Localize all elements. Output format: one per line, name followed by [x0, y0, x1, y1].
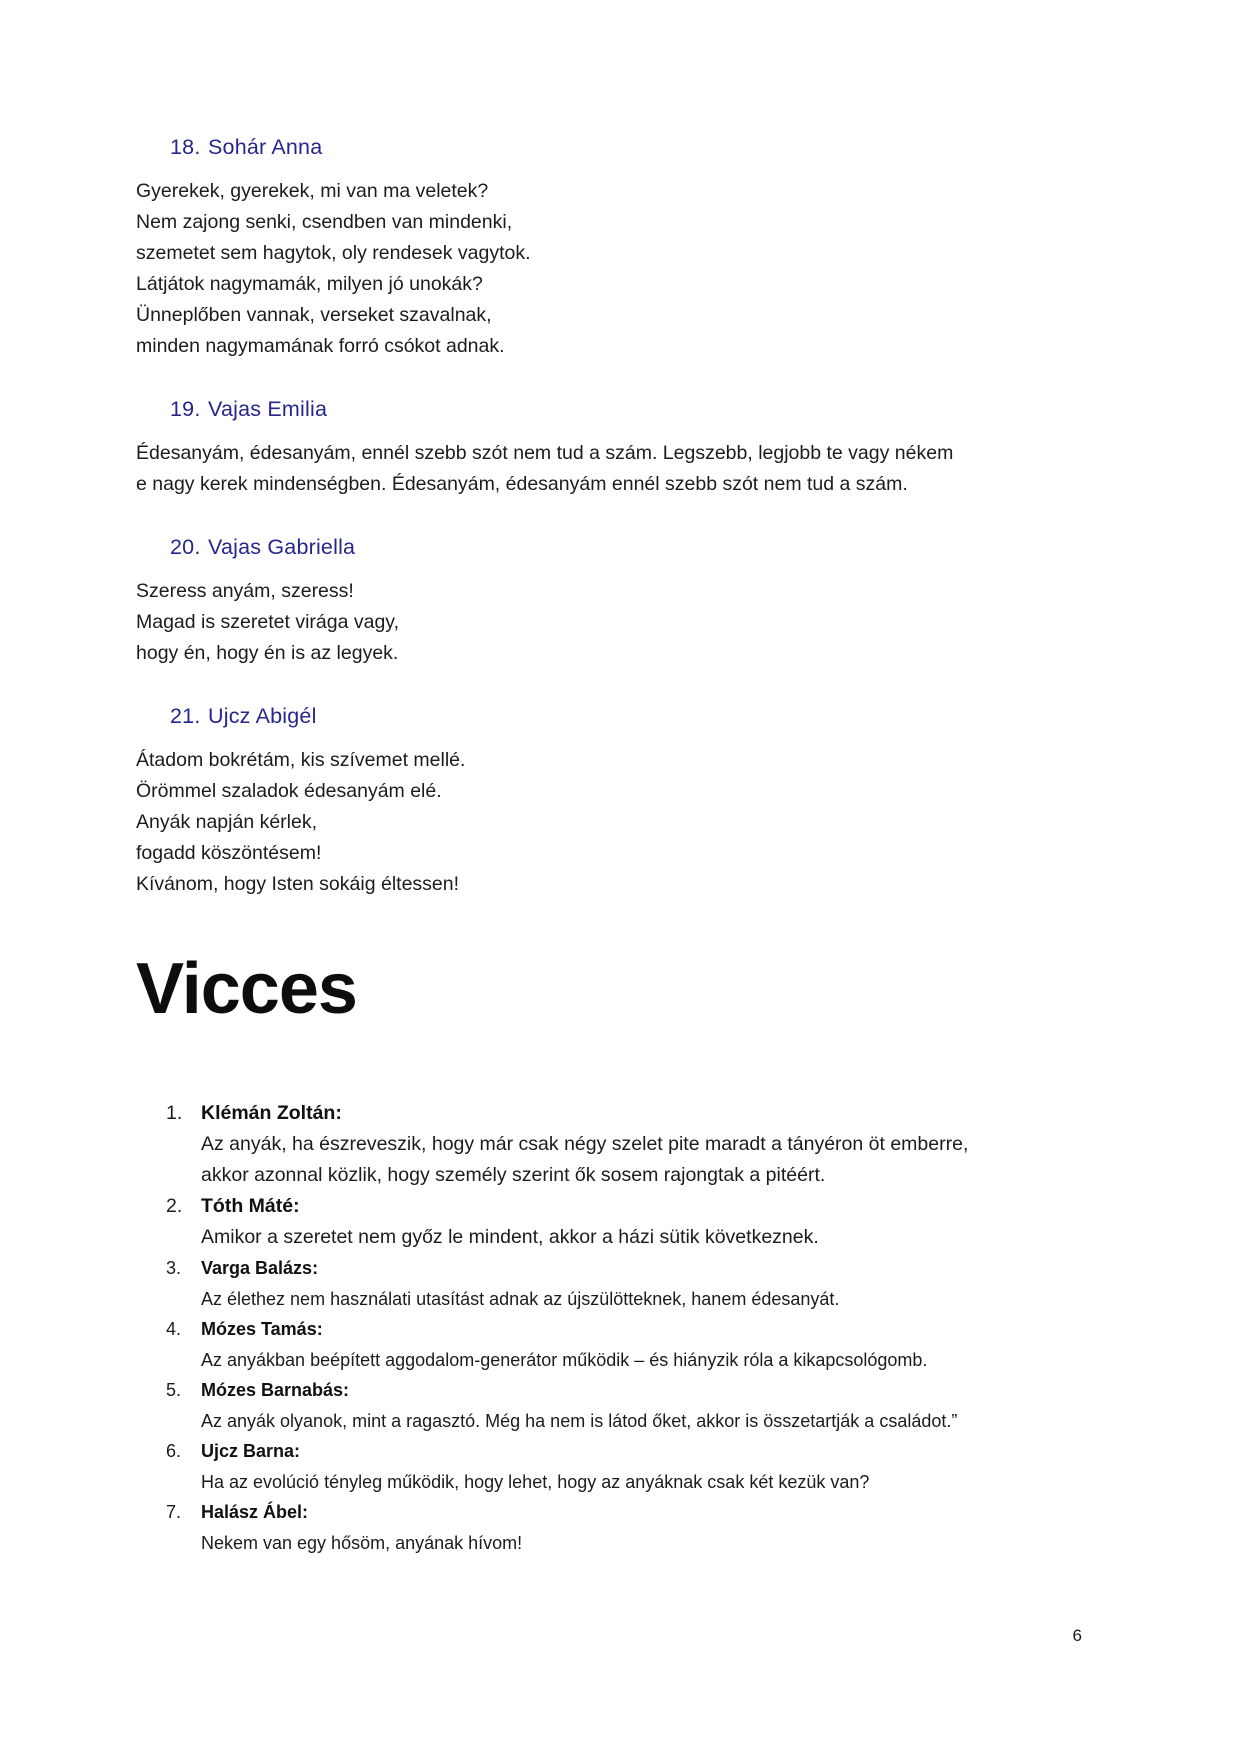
poem-line: Örömmel szaladok édesanyám elé. [136, 780, 442, 802]
poem-lines [136, 576, 1090, 669]
joke-author: Ujcz Barna: [201, 1441, 301, 1461]
poem-line: hogy én, hogy én is az legyek. [136, 642, 399, 664]
joke-item [166, 1253, 1090, 1314]
poem-line: minden nagymamának forró csókot adnak. [136, 335, 505, 357]
section-number: 20. [170, 535, 201, 559]
joke-text: Az anyák, ha észreveszik, hogy már csak négy szelet pite maradt a tányéron öt emberre, akkor azonnal közlik, hogy személy szerint ők sosem rajongtak a pitéért. [201, 1133, 969, 1186]
joke-body [201, 1497, 522, 1558]
joke-item [166, 1497, 1090, 1558]
page-number: 6 [1072, 1626, 1082, 1645]
joke-number: 3. [166, 1258, 182, 1278]
jokes-list [136, 1098, 1090, 1558]
section-name: Vajas Emilia [208, 397, 328, 421]
poem-line: Édesanyám, édesanyám, ennél szebb szót nem tud a szám. Legszebb, legjobb te vagy nékem [136, 442, 954, 464]
joke-text: Az anyákban beépített aggodalom-generátor működik – és hiányzik róla a kikapcsológomb. [201, 1349, 928, 1370]
section-number: 21. [170, 704, 201, 728]
joke-body [201, 1098, 991, 1191]
section-number: 19. [170, 397, 201, 421]
poem-sections [136, 133, 1090, 900]
joke-author: Halász Ábel: [201, 1502, 309, 1522]
section-heading [136, 702, 1090, 730]
section-name: Vajas Gabriella [208, 535, 356, 559]
joke-number: 2. [166, 1195, 183, 1217]
poem-section [136, 133, 1090, 362]
joke-item [166, 1191, 1090, 1253]
joke-item [166, 1314, 1090, 1375]
poem-line: e nagy kerek mindenségben. Édesanyám, édesanyám ennél szebb szót nem tud a szám. [136, 473, 908, 495]
poem-line: Szeress anyám, szeress! [136, 580, 354, 602]
joke-body [201, 1253, 839, 1314]
section-heading [136, 533, 1090, 561]
joke-author: Tóth Máté: [201, 1195, 300, 1217]
poem-line: Magad is szeretet virága vagy, [136, 611, 400, 633]
poem-line: Látjátok nagymamák, milyen jó unokák? [136, 273, 483, 295]
poem-line: szemetet sem hagytok, oly rendesek vagytok. [136, 242, 531, 264]
joke-text: Amikor a szeretet nem győz le mindent, akkor a házi sütik következnek. [201, 1226, 819, 1248]
joke-number: 5. [166, 1380, 182, 1400]
section-name: Sohár Anna [208, 135, 323, 159]
poem-line: Anyák napján kérlek, [136, 811, 318, 833]
poem-line: Nem zajong senki, csendben van mindenki, [136, 211, 513, 233]
poem-section [136, 533, 1090, 669]
joke-item [166, 1098, 1090, 1191]
vicces-title: Vicces [136, 949, 357, 1029]
joke-item [166, 1436, 1090, 1497]
joke-text: Az élethez nem használati utasítást adnak az újszülötteknek, hanem édesanyát. [201, 1288, 840, 1309]
section-heading [136, 133, 1090, 161]
poem-section [136, 702, 1090, 900]
poem-lines [136, 745, 1090, 900]
joke-body [201, 1191, 819, 1253]
joke-author: Varga Balázs: [201, 1258, 319, 1278]
joke-body [201, 1436, 869, 1497]
joke-author: Mózes Barnabás: [201, 1380, 350, 1400]
section-number: 18. [170, 135, 201, 159]
joke-item [166, 1375, 1090, 1436]
poem-lines [136, 438, 1090, 500]
joke-number: 4. [166, 1319, 182, 1339]
joke-text: Ha az evolúció tényleg működik, hogy lehet, hogy az anyáknak csak két kezük van? [201, 1471, 870, 1492]
joke-author: Mózes Tamás: [201, 1319, 323, 1339]
joke-number: 6. [166, 1441, 182, 1461]
section-name: Ujcz Abigél [208, 704, 317, 728]
poem-line: Átadom bokrétám, kis szívemet mellé. [136, 749, 466, 771]
joke-author: Klémán Zoltán: [201, 1102, 342, 1124]
section-heading [136, 395, 1090, 423]
poem-section [136, 395, 1090, 500]
poem-line: Kívánom, hogy Isten sokáig éltessen! [136, 873, 460, 895]
joke-number: 1. [166, 1102, 183, 1124]
poem-line: Ünneplőben vannak, verseket szavalnak, [136, 304, 492, 326]
joke-text: Nekem van egy hősöm, anyának hívom! [201, 1532, 523, 1553]
joke-number: 7. [166, 1502, 182, 1522]
poem-lines [136, 176, 1090, 362]
joke-text: Az anyák olyanok, mint a ragasztó. Még ha nem is látod őket, akkor is összetartják a családot.” [201, 1410, 958, 1431]
poem-line: Gyerekek, gyerekek, mi van ma veletek? [136, 180, 489, 202]
joke-body [201, 1375, 957, 1436]
joke-body [201, 1314, 927, 1375]
poem-line: fogadd köszöntésem! [136, 842, 322, 864]
